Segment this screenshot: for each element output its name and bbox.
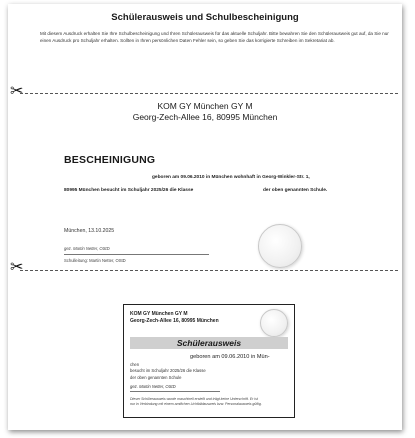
card-footnote-1: Dieser Schülerausweis wurde maschinell erstellt und trägt keine Unterschrift. Er ist — [130, 397, 258, 401]
certificate-heading: BESCHEINIGUNG — [64, 154, 156, 166]
document-page — [8, 4, 402, 430]
cut-line — [20, 93, 398, 94]
card-signature-line — [130, 391, 220, 392]
place-date: München, 13.10.2025 — [64, 228, 115, 234]
card-signature: gez. Martin Netter, OStD — [130, 384, 176, 389]
intro-text: Mit diesem Ausdruck erhalten Sie Ihre Schulbescheinigung und Ihren Schülerausweis für das aktuelle Schuljahr. Bitte bewahren Sie den Schülerausweis gut auf, da Sie nur einen Ausdruck pro Schuljahr erhalten. Sollten in Ihren persönlichen Daten Fehler sein, so geben Sie das korrigierte Schreiben im Sekretariat ab. — [40, 31, 389, 43]
card-seal — [260, 309, 288, 337]
card-birth-line: geboren am 09.06.2010 in Mün- — [190, 354, 270, 360]
school-name: KOM GY München GY M — [157, 101, 253, 111]
card-text-line: chen — [130, 362, 140, 367]
scissors-icon: ✂ — [10, 83, 24, 100]
student-id-card — [123, 304, 295, 418]
cut-line — [20, 270, 398, 271]
card-class-line: besucht im Schuljahr 2025/26 die Klasse — [130, 368, 206, 373]
card-footnote-2: nur in Verbindung mit einem amtlichen Lichtbildausweis bzw. Personalausweis gültig. — [130, 402, 262, 406]
certificate-line-school: der oben genannten Schule. — [263, 188, 328, 193]
card-school-address: Georg-Zech-Allee 16, 80995 München — [130, 318, 219, 324]
card-school-name: KOM GY München GY M — [130, 311, 188, 317]
card-heading: Schülerausweis — [130, 337, 288, 349]
certificate-line-class: 80995 München besucht im Schuljahr 2025/26 die Klasse — [64, 188, 194, 193]
scissors-icon: ✂ — [10, 259, 24, 276]
card-school-line: der oben genannten Schule — [130, 375, 182, 380]
official-seal — [258, 224, 302, 268]
page-title: Schülerausweis und Schulbescheinigung — [111, 12, 299, 23]
certificate-line-birth: geboren am 09.06.2010 in München wohnhaft in Georg-Winkler-Str. 1, — [152, 175, 310, 180]
signature-line — [64, 254, 209, 255]
principal-line: Schulleitung: Martin Netter, OStD — [64, 258, 126, 263]
school-address: Georg-Zech-Allee 16, 80995 München — [132, 112, 278, 122]
signature-text: gez. Martin Netter, OStD — [64, 246, 110, 251]
